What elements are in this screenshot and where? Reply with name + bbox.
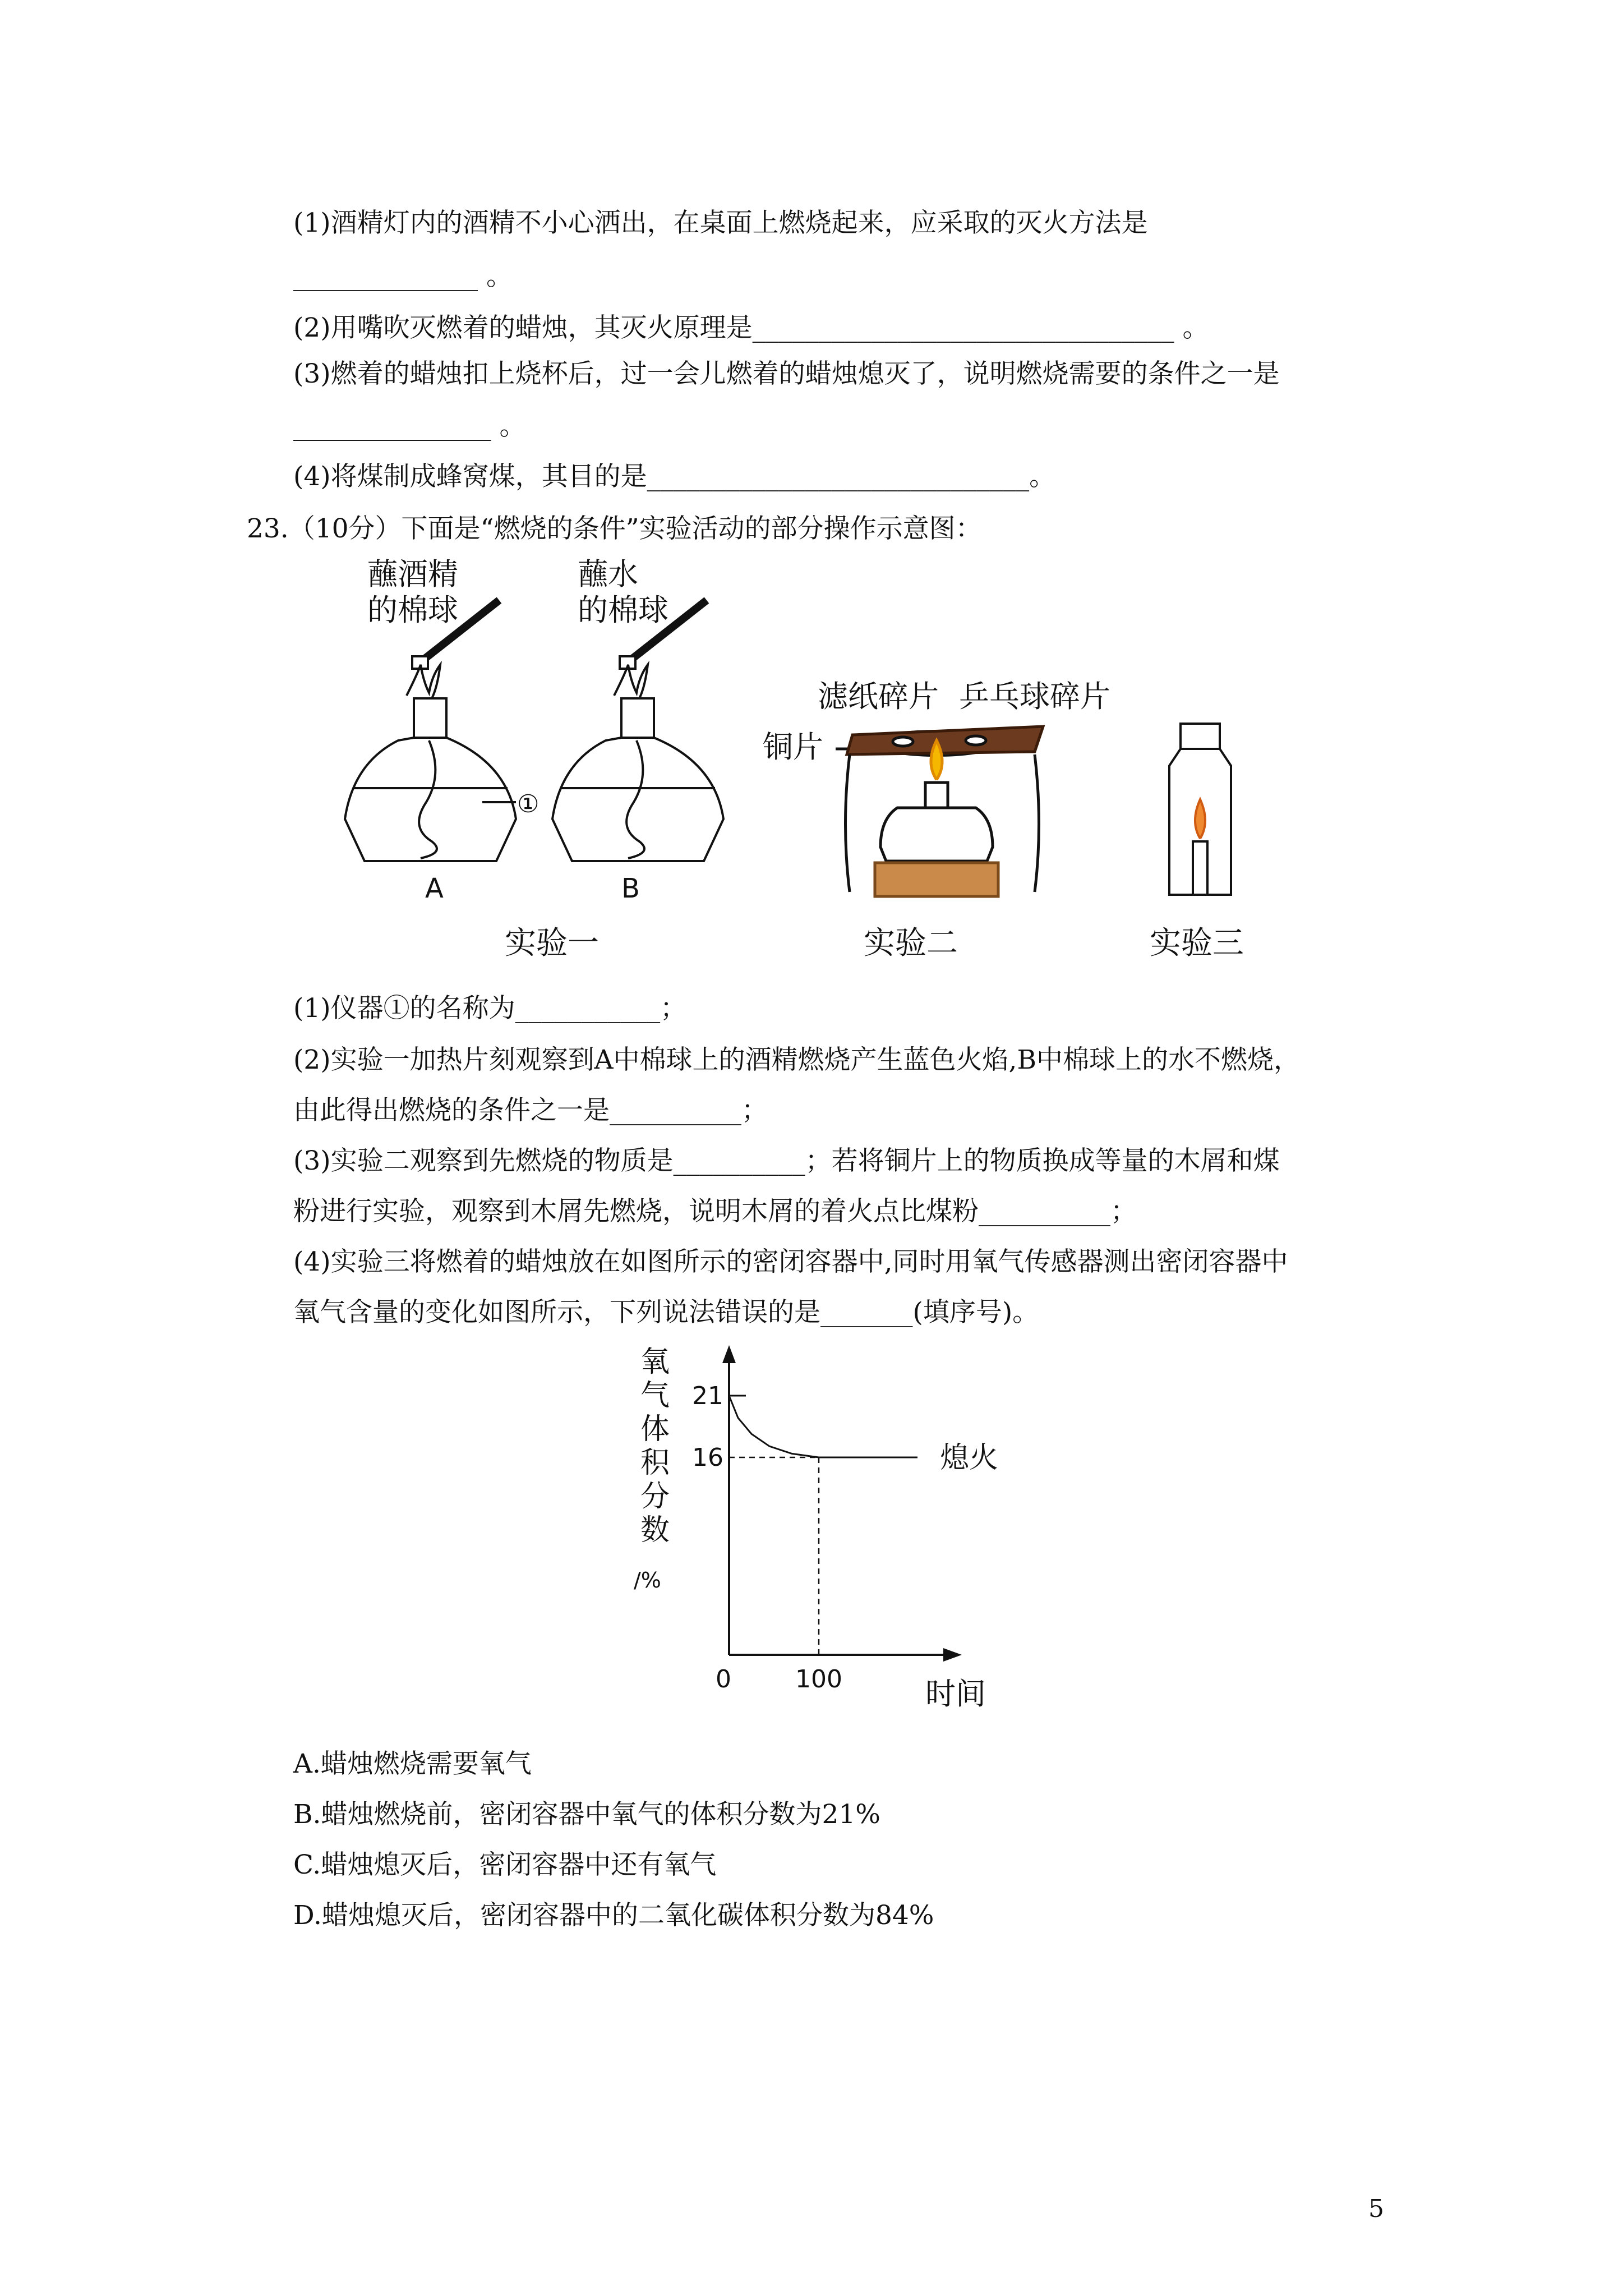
q23-part-2a: (2)实验一加热片刻观察到A中棉球上的酒精燃烧产生蓝色火焰,B中棉球上的水不燃烧， bbox=[293, 1045, 1300, 1075]
x-axis-arrow bbox=[943, 1648, 962, 1662]
y-tick-label: 16 bbox=[692, 1443, 723, 1472]
option-b: B.蜡烛燃烧前，密闭容器中氧气的体积分数为21% bbox=[293, 1799, 880, 1830]
q22-line-4: (3)燃着的蜡烛扣上烧杯后，过一会儿燃着的蜡烛熄灭了，说明燃烧需要的条件之一是 bbox=[293, 358, 1280, 389]
q22-line-2: ______________ 。 bbox=[293, 261, 513, 292]
q23-part-4b: 氧气含量的变化如图所示，下列说法错误的是_______(填序号)。 bbox=[293, 1297, 1039, 1328]
oxygen-series-line bbox=[729, 1396, 917, 1457]
y-axis-label-char: 氧 bbox=[640, 1345, 670, 1379]
experiment-figure bbox=[314, 555, 1279, 982]
q23-part-4a: (4)实验三将燃着的蜡烛放在如图所示的密闭容器中,同时用氧气传感器测出密闭容器中 bbox=[293, 1246, 1288, 1277]
option-c: C.蜡烛熄灭后，密闭容器中还有氧气 bbox=[293, 1849, 717, 1880]
y-tick-label: 21 bbox=[692, 1382, 723, 1410]
x-axis-label: 时间 bbox=[925, 1676, 986, 1711]
q23-header: 23.（10分）下面是“燃烧的条件”实验活动的部分操作示意图： bbox=[247, 513, 982, 544]
q23-part-1: (1)仪器①的名称为___________； bbox=[293, 993, 687, 1024]
y-unit-label: /% bbox=[634, 1568, 661, 1593]
q23-part-3b: 粉进行实验，观察到木屑先燃烧，说明木屑的着火点比煤粉__________； bbox=[293, 1196, 1137, 1227]
pingpong-label: 乒乓球碎片 bbox=[959, 679, 1110, 714]
alcohol-lamp-b bbox=[552, 600, 723, 861]
q22-line-5: _______________ 。 bbox=[293, 411, 526, 441]
alcohol-cotton-label-1: 蘸酒精 bbox=[367, 556, 458, 592]
page-number: 5 bbox=[1368, 2194, 1384, 2223]
y-axis-label-char: 积 bbox=[640, 1446, 670, 1480]
option-a: A.蜡烛燃烧需要氧气 bbox=[293, 1749, 532, 1779]
experiment-3-label: 实验三 bbox=[1150, 925, 1244, 961]
experiment-2-label: 实验二 bbox=[864, 925, 958, 961]
y-axis-arrow bbox=[722, 1345, 736, 1363]
apparatus-marker: ① bbox=[517, 790, 540, 818]
experiment-1-label: 实验一 bbox=[505, 925, 599, 961]
tripod-setup bbox=[836, 726, 1043, 896]
lamp-a-label: A bbox=[425, 873, 444, 904]
y-axis-label-char: 体 bbox=[640, 1412, 670, 1446]
alcohol-lamp-a bbox=[345, 600, 516, 861]
q22-line-3: (2)用嘴吹灭燃着的蜡烛，其灭火原理是________________________________ 。 bbox=[293, 312, 1209, 343]
x-tick-label: 100 bbox=[795, 1665, 842, 1694]
water-cotton-label-2: 的棉球 bbox=[578, 592, 668, 628]
option-d: D.蜡烛熄灭后，密闭容器中的二氧化碳体积分数为84% bbox=[293, 1900, 934, 1931]
q22-line-1: (1)酒精灯内的酒精不小心洒出，在桌面上燃烧起来，应采取的灭火方法是 bbox=[293, 208, 1148, 238]
y-axis-label-char: 气 bbox=[640, 1379, 670, 1412]
x-tick-label: 0 bbox=[716, 1665, 731, 1694]
extinguish-annotation: 熄火 bbox=[940, 1441, 999, 1475]
filter-paper-label: 滤纸碎片 bbox=[818, 679, 939, 714]
y-axis-label-char: 分 bbox=[640, 1480, 670, 1513]
copper-label: 铜片 bbox=[763, 729, 823, 765]
oxygen-chart bbox=[634, 1341, 1060, 1733]
alcohol-cotton-label-2: 的棉球 bbox=[367, 592, 458, 628]
water-cotton-label-1: 蘸水 bbox=[578, 556, 638, 592]
y-axis-label-char: 数 bbox=[640, 1513, 670, 1547]
q23-part-3a: (3)实验二观察到先燃烧的物质是__________；若将铜片上的物质换成等量的木屑和煤 bbox=[293, 1145, 1280, 1176]
lamp-b-label: B bbox=[621, 873, 640, 904]
q23-part-2b: 由此得出燃烧的条件之一是__________； bbox=[293, 1095, 768, 1126]
q22-line-6: (4)将煤制成蜂窝煤，其目的是_____________________________。 bbox=[293, 461, 1056, 492]
sealed-jar bbox=[1169, 724, 1231, 895]
